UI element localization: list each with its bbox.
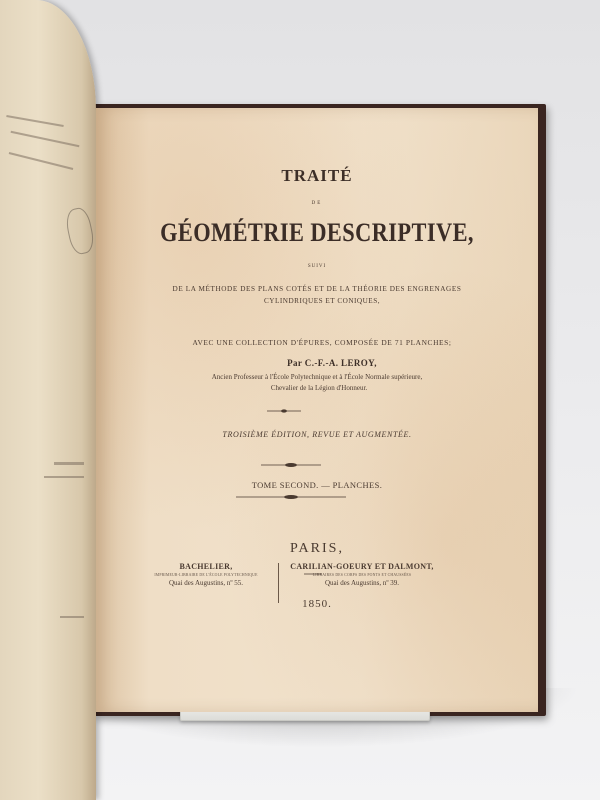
printed-mark [44, 476, 84, 478]
edition-line: TROISIÈME ÉDITION, REVUE ET AUGMENTÉE. [222, 430, 412, 439]
collection-line: AVEC UNE COLLECTION D'ÉPURES, COMPOSÉE DE 71 PLANCHES; [192, 338, 452, 347]
publisher-right-description: LIBRAIRES DES CORPS DES PONTS ET CHAUSSÉES [312, 573, 412, 577]
subtitle-line-2: CYLINDRIQUES ET CONIQUES, [264, 297, 380, 305]
publisher-right-address: Quai des Augustins, nº 39. [324, 579, 400, 587]
publisher-divider [278, 563, 279, 603]
publisher-left [116, 562, 296, 587]
publisher-left-address: Quai des Augustins, nº 55. [168, 579, 244, 587]
ornament-rule [261, 462, 321, 468]
author-title-2: Chevalier de la Légion d'Honneur. [270, 384, 368, 392]
printed-mark [54, 462, 84, 465]
printed-mark [60, 616, 84, 618]
title-main: GÉOMÉTRIE DESCRIPTIVE, [160, 218, 474, 247]
left-facing-page [0, 0, 96, 800]
city-line: PARIS, [290, 541, 344, 556]
volume-line: TOME SECOND. — PLANCHES. [251, 480, 383, 490]
handwriting-mark [6, 115, 63, 127]
title-small: TRAITÉ [281, 166, 353, 185]
title-page [96, 108, 538, 712]
author-line: Par C.-F.-A. LEROY, [287, 358, 377, 368]
publisher-right-name: CARILIAN-GOEURY ET DALMONT, [290, 562, 434, 571]
ornament-rule [267, 408, 301, 414]
subtitle-line-1: DE LA MÉTHODE DES PLANS COTÉS ET DE LA THÉORIE DES ENGRENAGES [172, 285, 462, 293]
library-stamp [63, 206, 96, 256]
publisher-left-name: BACHELIER, [179, 562, 233, 571]
author-title-1: Ancien Professeur à l'École Polytechnique et à l'École Normale supérieure, [211, 373, 423, 381]
title-du: DE [311, 201, 323, 206]
year-line: 1850. [302, 598, 332, 610]
suivi-text: SUIVI [307, 264, 327, 269]
handwriting-mark [9, 152, 74, 170]
ornament-rule [236, 494, 346, 500]
handwriting-mark [11, 131, 80, 148]
publisher-left-description: IMPRIMEUR-LIBRAIRE DE L'ÉCOLE POLYTECHNIQUE [154, 573, 258, 577]
ornament-rule [304, 571, 322, 577]
